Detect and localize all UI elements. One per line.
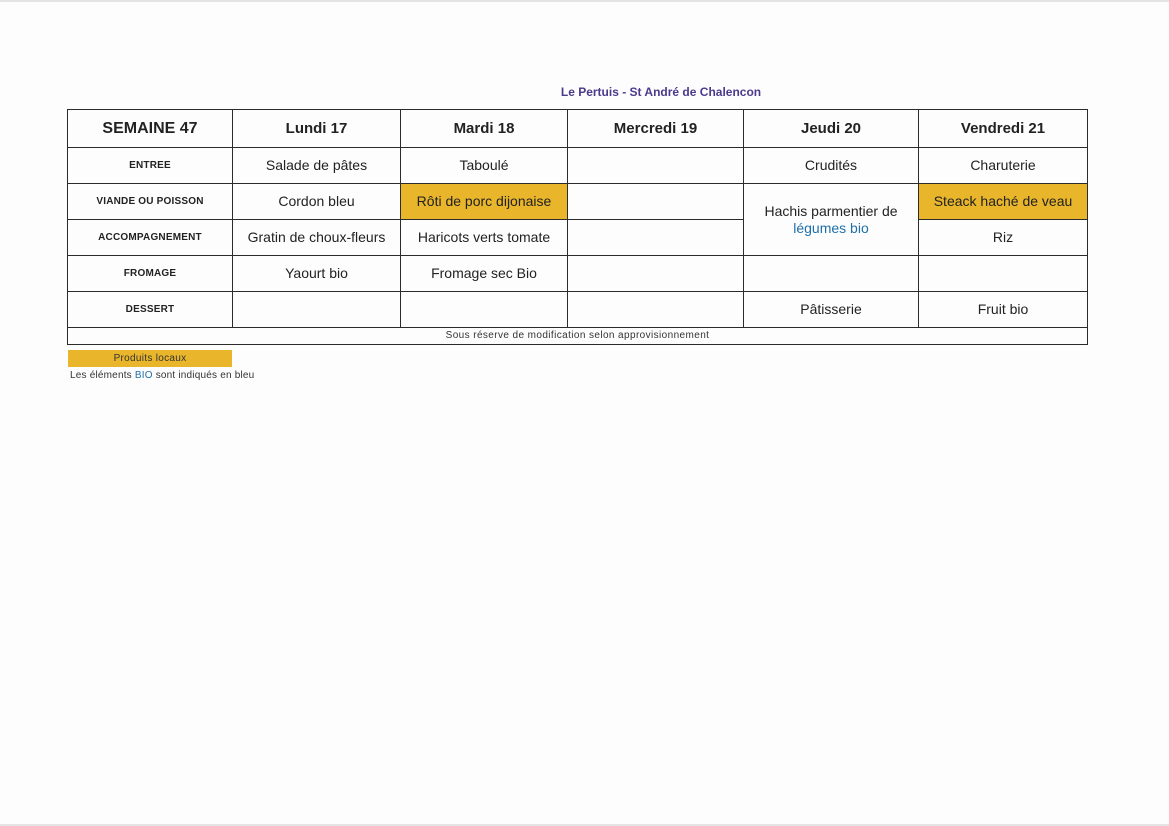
legend-bio bbox=[70, 370, 254, 381]
row-accompagnement bbox=[68, 220, 1088, 256]
cell-lundi-entree: Salade de pâtes bbox=[233, 148, 401, 184]
cell-vendredi-entree: Charuterie bbox=[919, 148, 1088, 184]
cell-mercredi-viande bbox=[568, 184, 744, 220]
school-title: Le Pertuis - St André de Chalencon bbox=[560, 85, 762, 99]
cell-jeudi-dessert: Pâtisserie bbox=[744, 292, 919, 328]
cell-mercredi-entree bbox=[568, 148, 744, 184]
cell-mardi-fromage: Fromage sec Bio bbox=[401, 256, 568, 292]
day-header-jeudi: Jeudi 20 bbox=[744, 110, 919, 148]
cell-jeudi-fromage bbox=[744, 256, 919, 292]
course-label-dessert: DESSERT bbox=[68, 292, 233, 328]
cell-vendredi-viande: Steack haché de veau bbox=[919, 184, 1088, 220]
cell-vendredi-accompagnement: Riz bbox=[919, 220, 1088, 256]
jeudi-plat-line1: Hachis parmentier de bbox=[764, 202, 898, 219]
course-label-viande: VIANDE OU POISSON bbox=[68, 184, 233, 220]
cell-mercredi-accompagnement bbox=[568, 220, 744, 256]
jeudi-plat-line2: légumes bio bbox=[793, 219, 869, 236]
cell-lundi-viande: Cordon bleu bbox=[233, 184, 401, 220]
cell-mercredi-fromage bbox=[568, 256, 744, 292]
course-label-accompagnement: ACCOMPAGNEMENT bbox=[68, 220, 233, 256]
row-viande bbox=[68, 184, 1088, 220]
day-header-lundi: Lundi 17 bbox=[233, 110, 401, 148]
legend-bio-suffix: sont indiqués en bleu bbox=[155, 370, 255, 381]
supply-note: Sous réserve de modification selon approvisionnement bbox=[68, 328, 1088, 345]
day-header-mardi: Mardi 18 bbox=[401, 110, 568, 148]
header-row bbox=[68, 110, 1088, 148]
course-label-fromage: FROMAGE bbox=[68, 256, 233, 292]
note-row bbox=[68, 328, 1088, 345]
row-entree bbox=[68, 148, 1088, 184]
course-label-entree: ENTREE bbox=[68, 148, 233, 184]
cell-mardi-viande: Rôti de porc dijonaise bbox=[401, 184, 568, 220]
cell-jeudi-entree: Crudités bbox=[744, 148, 919, 184]
day-header-vendredi: Vendredi 21 bbox=[919, 110, 1088, 148]
week-label: SEMAINE 47 bbox=[68, 110, 233, 148]
legend-bio-word: BIO bbox=[134, 370, 153, 381]
cell-mardi-dessert bbox=[401, 292, 568, 328]
legend-bio-prefix: Les éléments bbox=[70, 370, 132, 381]
cell-vendredi-dessert: Fruit bio bbox=[919, 292, 1088, 328]
row-dessert bbox=[68, 292, 1088, 328]
cell-lundi-fromage: Yaourt bio bbox=[233, 256, 401, 292]
weekly-menu-table bbox=[67, 109, 1088, 345]
day-header-mercredi: Mercredi 19 bbox=[568, 110, 744, 148]
cell-mercredi-dessert bbox=[568, 292, 744, 328]
cell-mardi-accompagnement: Haricots verts tomate bbox=[401, 220, 568, 256]
cell-lundi-dessert bbox=[233, 292, 401, 328]
cell-mardi-entree: Taboulé bbox=[401, 148, 568, 184]
row-fromage bbox=[68, 256, 1088, 292]
cell-lundi-accompagnement: Gratin de choux-fleurs bbox=[233, 220, 401, 256]
cell-vendredi-fromage bbox=[919, 256, 1088, 292]
cell-jeudi-plat bbox=[744, 184, 919, 256]
legend-local-products: Produits locaux bbox=[68, 350, 232, 367]
